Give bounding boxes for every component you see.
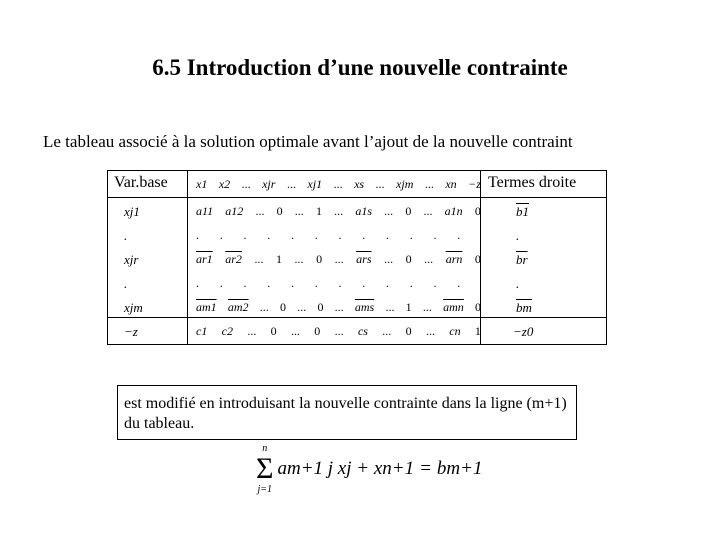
basis-variable: .	[124, 228, 128, 243]
tableau-row	[196, 324, 481, 339]
tableau-cell: .	[362, 276, 366, 290]
tableau-cell: 1	[474, 324, 481, 338]
basis-variable: −z	[124, 324, 138, 339]
tableau-cell: ...	[384, 252, 394, 266]
equation-body	[277, 458, 482, 480]
tableau-row	[196, 204, 481, 219]
basis-variable: xjm	[124, 300, 143, 315]
row-divider	[108, 317, 606, 318]
equation-lhs: am+1 j xj + xn+1	[277, 458, 415, 479]
tableau-cell: .	[267, 276, 271, 290]
tableau-cell: xjm	[396, 177, 414, 191]
tableau-cell: .	[291, 228, 294, 242]
header-var-base: Var.base	[114, 174, 168, 191]
tableau-cell: c1	[196, 324, 208, 338]
tableau-cell: ...	[259, 300, 269, 314]
intro-text: Le tableau associé à la solution optimale avant l’ajout de la nouvelle contraint	[43, 132, 573, 151]
tableau-cell: .	[409, 228, 413, 242]
tableau-cell: ...	[424, 177, 434, 191]
rhs-value: .	[516, 276, 520, 291]
tableau-cell: ...	[334, 300, 344, 314]
tableau-cell: 0	[474, 204, 481, 218]
tableau-cell: .	[196, 276, 199, 290]
tableau-row	[196, 300, 481, 315]
tableau-cell: ...	[286, 177, 296, 191]
tableau-cell: .	[362, 228, 366, 242]
tableau-cell: .	[314, 228, 318, 242]
tableau-cell: $\overline{ams}$	[354, 300, 375, 314]
rhs-value: $\overline{br}$	[516, 252, 528, 267]
tableau-cell: ...	[423, 204, 433, 218]
tableau-cell: .	[457, 228, 461, 242]
note-box: est modifié en introduisant la nouvelle contrainte dans la ligne (m+1) du tableau.	[117, 385, 577, 440]
tableau-cell: 0	[474, 252, 481, 266]
tableau-cell: 0	[270, 324, 277, 338]
tableau-cell: xj1	[307, 177, 323, 191]
tableau-cell: .	[409, 276, 413, 290]
sum-upper: n	[262, 443, 268, 454]
slide-title: 6.5 Introduction d’une nouvelle contrainte	[152, 55, 568, 80]
tableau-cell: ...	[424, 252, 434, 266]
rhs-value: −z0	[513, 324, 534, 339]
tableau-cell: ...	[334, 204, 344, 218]
equation-equals: =	[419, 458, 432, 479]
tableau-cell: 0	[316, 252, 323, 266]
tableau-cell: ...	[255, 204, 265, 218]
tableau-cell: a11	[196, 204, 214, 218]
tableau-cell: ...	[375, 177, 385, 191]
tableau-cell: 0	[276, 204, 283, 218]
tableau-cell: .	[386, 228, 389, 242]
tableau-cell: .	[267, 228, 271, 242]
tableau-cell: .	[338, 228, 342, 242]
tableau-cell: ...	[254, 252, 264, 266]
header-variables	[196, 177, 481, 192]
tableau-cell: xn	[445, 177, 457, 191]
tableau-cell: .	[457, 276, 461, 290]
rhs-value: b1	[516, 204, 529, 219]
simplex-tableau	[107, 170, 607, 345]
tableau-cell: .	[291, 276, 294, 290]
tableau-cell: ...	[241, 177, 251, 191]
tableau-cell: $\overline{ars}$	[356, 252, 372, 266]
tableau-cell: ...	[294, 204, 304, 218]
tableau-cell: .	[433, 228, 437, 242]
tableau-cell: .	[314, 276, 318, 290]
header-rhs: Termes droite	[488, 174, 577, 191]
basis-variable: xj1	[124, 204, 140, 219]
tableau-cell: a12	[225, 204, 244, 218]
summation	[256, 443, 273, 495]
tableau-cell: .	[243, 228, 247, 242]
rhs-value: $\overline{bm}$	[516, 300, 532, 315]
tableau-cell: 0	[405, 204, 412, 218]
tableau-cell: 0	[314, 324, 321, 338]
tableau-cell: x2	[218, 177, 231, 191]
tableau-cell: ...	[425, 324, 435, 338]
tableau-cell: 0	[474, 300, 481, 314]
tableau-cell: 0	[405, 324, 412, 338]
equation-rhs: bm+1	[436, 458, 483, 479]
tableau-cell: cs	[357, 324, 368, 338]
tableau-cell: $\overline{amn}$	[443, 300, 464, 314]
tableau-cell: ...	[382, 324, 392, 338]
tableau-cell: ...	[297, 300, 307, 314]
tableau-cell: 0	[405, 252, 412, 266]
tableau-cell: ...	[384, 204, 394, 218]
tableau-cell: ar1	[196, 252, 213, 266]
tableau-cell: x1	[196, 177, 208, 191]
tableau-cell: .	[219, 228, 223, 242]
tableau-cell: 1	[315, 204, 322, 218]
tableau-cell: 1	[275, 252, 282, 266]
tableau-cell: 0	[280, 300, 286, 314]
tableau-row	[196, 228, 481, 243]
sum-symbol: Σ	[256, 452, 274, 485]
tableau-cell: ar2	[225, 252, 242, 266]
constraint-equation	[256, 443, 482, 495]
tableau-cell: $\overline{arn}$	[445, 252, 463, 266]
tableau-cell: xjr	[262, 177, 276, 191]
tableau-cell: xs	[354, 177, 365, 191]
tableau-cell: ...	[334, 252, 344, 266]
tableau-cell: .	[196, 228, 199, 242]
tableau-cell: cn	[449, 324, 461, 338]
tableau-cell: ...	[294, 252, 304, 266]
sum-lower: j=1	[257, 484, 272, 495]
tableau-cell: am1	[196, 300, 217, 314]
tableau-cell: ...	[422, 300, 432, 314]
tableau-cell: ...	[290, 324, 300, 338]
tableau-cell: am2	[227, 300, 249, 314]
tableau-cell: .	[243, 276, 247, 290]
tableau-cell: a1s	[355, 204, 372, 218]
tableau-cell: ...	[247, 324, 257, 338]
row-divider	[108, 197, 606, 198]
tableau-cell: .	[386, 276, 389, 290]
tableau-cell: .	[433, 276, 437, 290]
tableau-cell: 0	[317, 300, 324, 314]
tableau-row	[196, 252, 481, 267]
tableau-cell: c2	[221, 324, 233, 338]
tableau-cell: .	[338, 276, 342, 290]
basis-variable: xjr	[124, 252, 139, 267]
tableau-cell: ...	[334, 324, 344, 338]
tableau-cell: ...	[385, 300, 395, 314]
tableau-cell: a1n	[444, 204, 463, 218]
tableau-cell: −z	[468, 177, 481, 191]
tableau-row	[196, 276, 481, 291]
tableau-cell: ...	[333, 177, 343, 191]
basis-variable: .	[124, 276, 128, 291]
tableau-cell: .	[219, 276, 223, 290]
tableau-cell: 1	[405, 300, 412, 314]
rhs-value: .	[516, 228, 520, 243]
